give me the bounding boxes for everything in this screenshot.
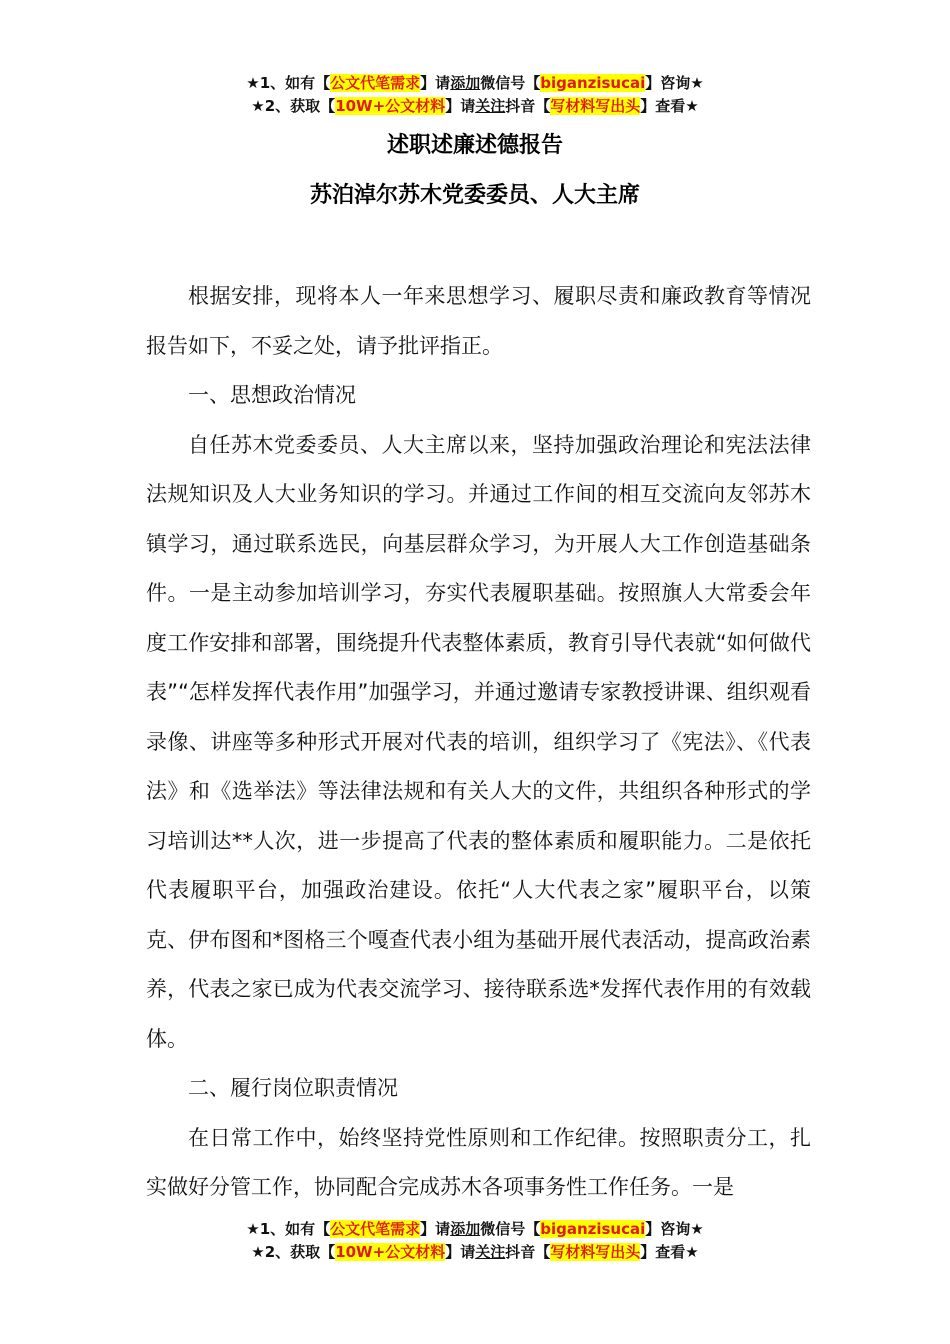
promo-highlight: 写材料写出头 <box>550 97 641 115</box>
paragraph: 自任苏木党委委员、人大主席以来，坚持加强政治理论和宪法法律法规知识及人大业务知识的学习。并通过工作间的相互交流向友邻苏木镇学习，通过联系选民，向基层群众学习，为开展人大工作创造基础条件。一是主动参加培训学习，夯实代表履职基础。按照旗人大常委会年度工作安排和部署，围绕提升代表整体素质，教育引导代表就“如何做代表”“怎样发挥代表作用”加强学习，并通过邀请专家教授讲课、组织观看录像、讲座等多种形式开展对代表的培训，组织学习了《宪法》、《代表法》和《选举法》等法律法规和有关人大的文件，共组织各种形式的学习培训达**人次，进一步提高了代表的整体素质和履职能力。二是依托代表履职平台，加强政治建设。依托“人大代表之家”履职平台，以策克、伊布图和*图格三个嘎查代表小组为基础开展代表活动，提高政治素养，代表之家已成为代表交流学习、接待联系选*发挥代表作用的有效载体。 <box>146 432 811 1051</box>
promo-highlight: 公文代笔需求 <box>330 74 421 92</box>
promo-highlight: 10W+公文材料 <box>335 97 446 115</box>
promo-text: 抖音【 <box>505 1243 551 1261</box>
promo-highlight: 公文代笔需求 <box>330 1220 421 1238</box>
promo-text: 微信号【 <box>480 74 541 92</box>
promo-highlight: biganzisucai <box>540 74 646 92</box>
promo-text: 】查看★ <box>640 97 699 115</box>
promo-line-2 <box>0 1241 950 1264</box>
promo-highlight: 写材料写出头 <box>550 1243 641 1261</box>
promo-underlined: 添加 <box>450 74 481 92</box>
promo-text: ★2、获取【 <box>251 97 336 115</box>
promo-banner-bottom <box>0 1218 950 1264</box>
document-subtitle: 苏泊淖尔苏木党委委员、人大主席 <box>309 183 640 208</box>
promo-text: 】请 <box>445 1243 476 1261</box>
promo-line-1 <box>0 72 950 95</box>
paragraph: 在日常工作中，始终坚持党性原则和工作纪律。按照职责分工，扎实做好分管工作，协同配合完成苏木各项事务性工作任务。一是 <box>146 1125 811 1199</box>
promo-text: 微信号【 <box>480 1220 541 1238</box>
promo-underlined: 关注 <box>475 97 506 115</box>
promo-text: 】请 <box>420 74 451 92</box>
promo-text: 】咨询★ <box>645 1220 704 1238</box>
promo-highlight: 10W+公文材料 <box>335 1243 446 1261</box>
document-title: 述职述廉述德报告 <box>386 133 563 158</box>
promo-text: ★1、如有【 <box>246 1220 331 1238</box>
promo-text: ★2、获取【 <box>251 1243 336 1261</box>
promo-text: 抖音【 <box>505 97 551 115</box>
document-body <box>146 272 811 1213</box>
promo-text: 】请 <box>420 1220 451 1238</box>
promo-highlight: biganzisucai <box>540 1220 646 1238</box>
promo-banner-top <box>0 72 950 118</box>
promo-text: 】查看★ <box>640 1243 699 1261</box>
promo-underlined: 添加 <box>450 1220 481 1238</box>
promo-text: 】请 <box>445 97 476 115</box>
promo-line-1 <box>0 1218 950 1241</box>
section-heading: 一、思想政治情况 <box>188 383 356 407</box>
promo-line-2 <box>0 95 950 118</box>
promo-underlined: 关注 <box>475 1243 506 1261</box>
promo-text: 】咨询★ <box>645 74 704 92</box>
section-heading: 二、履行岗位职责情况 <box>188 1076 398 1100</box>
promo-text: ★1、如有【 <box>246 74 331 92</box>
paragraph: 根据安排，现将本人一年来思想学习、履职尽责和廉政教育等情况报告如下，不妥之处，请予批评指正。 <box>146 284 811 358</box>
